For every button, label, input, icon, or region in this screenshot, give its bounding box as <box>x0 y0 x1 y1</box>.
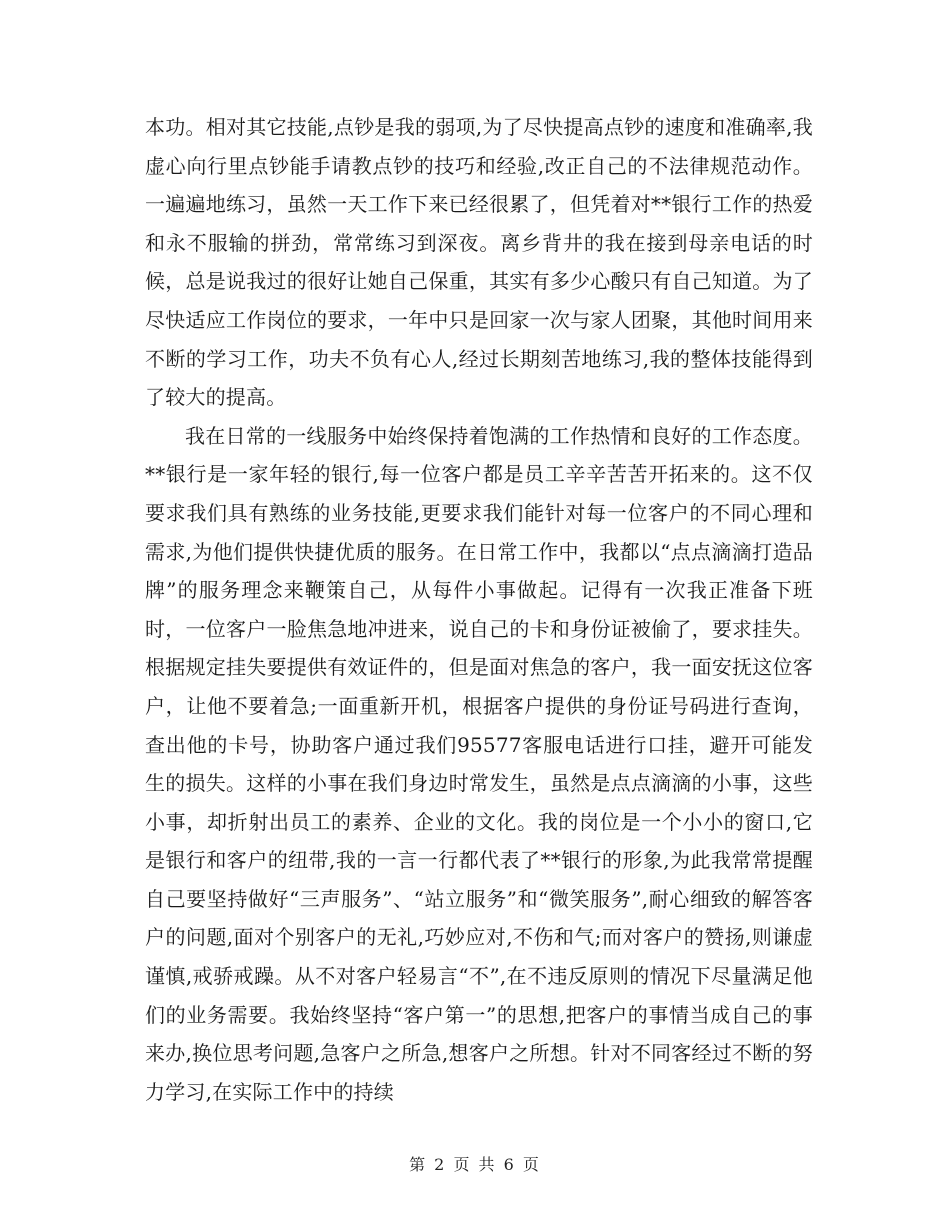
paragraph-2: 我在日常的一线服务中始终保持着饱满的工作热情和良好的工作态度。**银行是一家年轻的银行,每一位客户都是员工辛辛苦苦开拓来的。这不仅要求我们具有熟练的业务技能,更要求我们能针对每一位客户的不同心理和需求,为他们提供快捷优质的服务。在日常工作中，我都以“点点滴滴打造品牌”的服务理念来鞭策自己，从每件小事做起。记得有一次我正准备下班时，一位客户一脸焦急地冲进来，说自己的卡和身份证被偷了，要求挂失。根据规定挂失要提供有效证件的，但是面对焦急的客户，我一面安抚这位客户，让他不要着急;一面重新开机，根据客户提供的身份证号码进行查询，查出他的卡号，协助客户通过我们95577客服电话进行口挂，避开可能发生的损失。这样的小事在我们身边时常发生，虽然是点点滴滴的小事，这些小事，却折射出员工的素养、企业的文化。我的岗位是一个小小的窗口,它是银行和客户的纽带,我的一言一行都代表了**银行的形象,为此我常常提醒自己要坚持做好“三声服务”、“站立服务”和“微笑服务”,耐心细致的解答客户的问题,面对个别客户的无礼,巧妙应对,不伤和气;而对客户的赞扬,则谦虚谨慎,戒骄戒躁。从不对客户轻易言“不”,在不违反原则的情况下尽量满足他们的业务需要。我始终坚持“客户第一”的思想,把客户的事情当成自己的事来办,换位思考问题,急客户之所急,想客户之所想。针对不同客经过不断的努力学习,在实际工作中的持续 <box>145 423 813 1104</box>
paragraph-1: 本功。相对其它技能,点钞是我的弱项,为了尽快提高点钞的速度和准确率,我虚心向行里点钞能手请教点钞的技巧和经验,改正自己的不法律规范动作。一遍遍地练习，虽然一天工作下来已经很累了，但凭着对**银行工作的热爱和永不服输的拼劲，常常练习到深夜。离乡背井的我在接到母亲电话的时候，总是说我过的很好让她自己保重，其实有多少心酸只有自己知道。为了尽快适应工作岗位的要求，一年中只是回家一次与家人团聚，其他时间用来不断的学习工作，功夫不负有心人,经过长期刻苦地练习,我的整体技能得到了较大的提高。 <box>145 115 813 410</box>
page-footer: 第 2 页 共 6 页 <box>409 1155 541 1174</box>
document-body <box>145 108 813 1111</box>
